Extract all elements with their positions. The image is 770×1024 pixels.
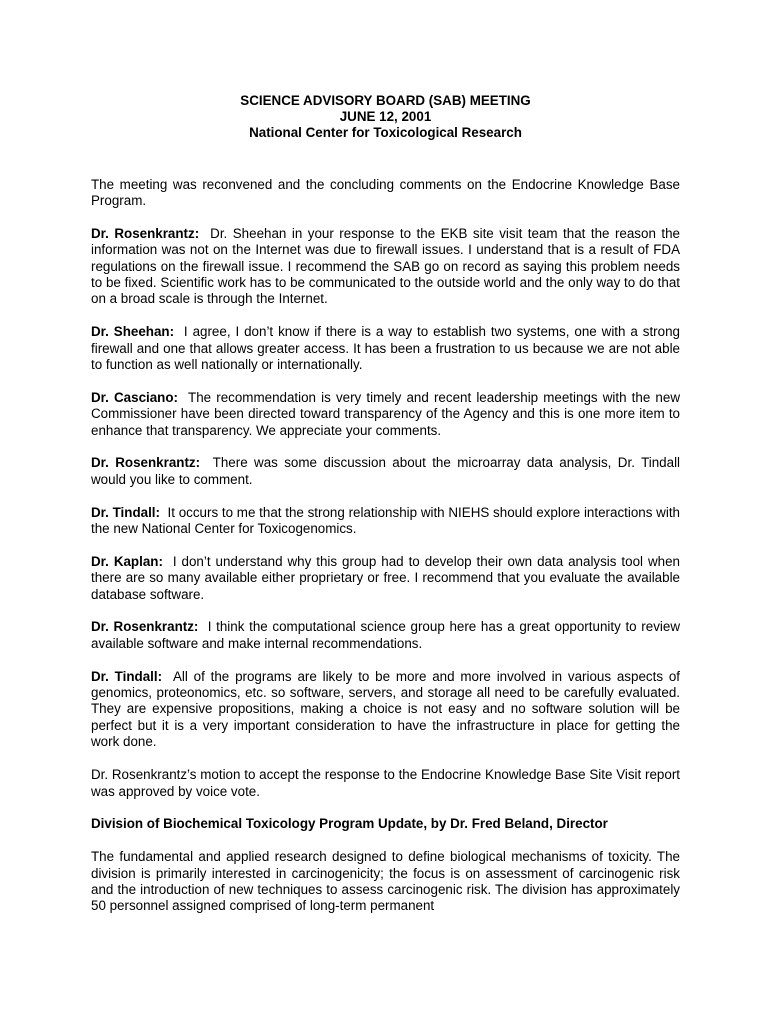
speaker-name: Dr. Casciano: xyxy=(91,389,178,405)
exchange-paragraph xyxy=(91,669,680,751)
speaker-name: Dr. Sheehan: xyxy=(91,324,175,340)
speaker-remark: All of the programs are likely to be more and more involved in various aspects of genomics, proteonomics, etc. so software, servers, and storage all need to be carefully evaluated. They are expensive propositions, making a choice is not easy and no software solution will be perfect but it is a very important consideration to have the infrastructure in place for getting the work done. xyxy=(91,668,680,750)
speaker-remark: I think the computational science group here has a great opportunity to review available software and make internal recommendations. xyxy=(91,619,680,651)
speaker-name: Dr. Tindall: xyxy=(91,504,160,520)
exchange-paragraph xyxy=(91,226,680,308)
motion-paragraph: Dr. Rosenkrantz’s motion to accept the response to the Endocrine Knowledge Base Site Visit report was approved by voice vote. xyxy=(91,767,680,799)
exchange-paragraph xyxy=(91,505,680,538)
meeting-location: National Center for Toxicological Research xyxy=(249,125,522,141)
speaker-remark: I agree, I don’t know if there is a way to establish two systems, one with a strong firewall and one that allows greater access. It has been a frustration to us because we are not able to function as well nationally or internationally. xyxy=(91,324,680,373)
speaker-name: Dr. Rosenkrantz: xyxy=(91,225,200,241)
speaker-remark: It occurs to me that the strong relationship with NIEHS should explore interactions with the new National Center for Toxicogenomics. xyxy=(91,504,680,537)
exchange-paragraph xyxy=(91,554,680,603)
speaker-name: Dr. Rosenkrantz: xyxy=(91,455,201,471)
meeting-title: SCIENCE ADVISORY BOARD (SAB) MEETING xyxy=(240,93,531,108)
exchange-paragraph xyxy=(91,390,680,439)
document-page xyxy=(91,93,680,915)
section-body: The fundamental and applied research designed to define biological mechanisms of toxicity. The division is primarily interested in carcinogenicity; the focus is on assessment of carcinogenic risk and the introduction of new techniques to assess carcinogenic risk. The division has approximately 50 personnel assigned comprised of long-term permanent xyxy=(91,849,680,914)
speaker-name: Dr. Rosenkrantz: xyxy=(91,619,199,635)
speaker-remark: There was some discussion about the microarray data analysis, Dr. Tindall would you like to comment. xyxy=(91,455,681,487)
exchange-paragraph xyxy=(91,619,680,652)
speaker-remark: The recommendation is very timely and recent leadership meetings with the new Commissioner have been directed toward transparency of the Agency and this is one more item to enhance that transparency. We appreciate your comments. xyxy=(91,389,680,438)
exchange-paragraph xyxy=(91,455,680,488)
exchange-paragraph xyxy=(91,324,680,373)
meeting-date: JUNE 12, 2001 xyxy=(339,109,432,125)
speaker-name: Dr. Tindall: xyxy=(91,668,163,684)
speaker-name: Dr. Kaplan: xyxy=(91,553,163,569)
speaker-remark: Dr. Sheehan in your response to the EKB site visit team that the reason the information was not on the Internet was due to firewall issues. I understand that is a result of FDA regulations on the firewall issue. I recommend the SAB go on record as saying this problem needs to be fixed. Scientific work has to be communicated to the outside world and the only way to do that on a broad scale is through the Internet. xyxy=(91,225,680,307)
speaker-remark: I don’t understand why this group had to develop their own data analysis tool when there are so many available either proprietary or free. I recommend that you evaluate the available database software. xyxy=(91,553,680,602)
document-title-block xyxy=(91,93,680,142)
section-heading: Division of Biochemical Toxicology Program Update, by Dr. Fred Beland, Director xyxy=(91,816,608,832)
intro-paragraph: The meeting was reconvened and the concluding comments on the Endocrine Knowledge Base Program. xyxy=(91,176,680,209)
